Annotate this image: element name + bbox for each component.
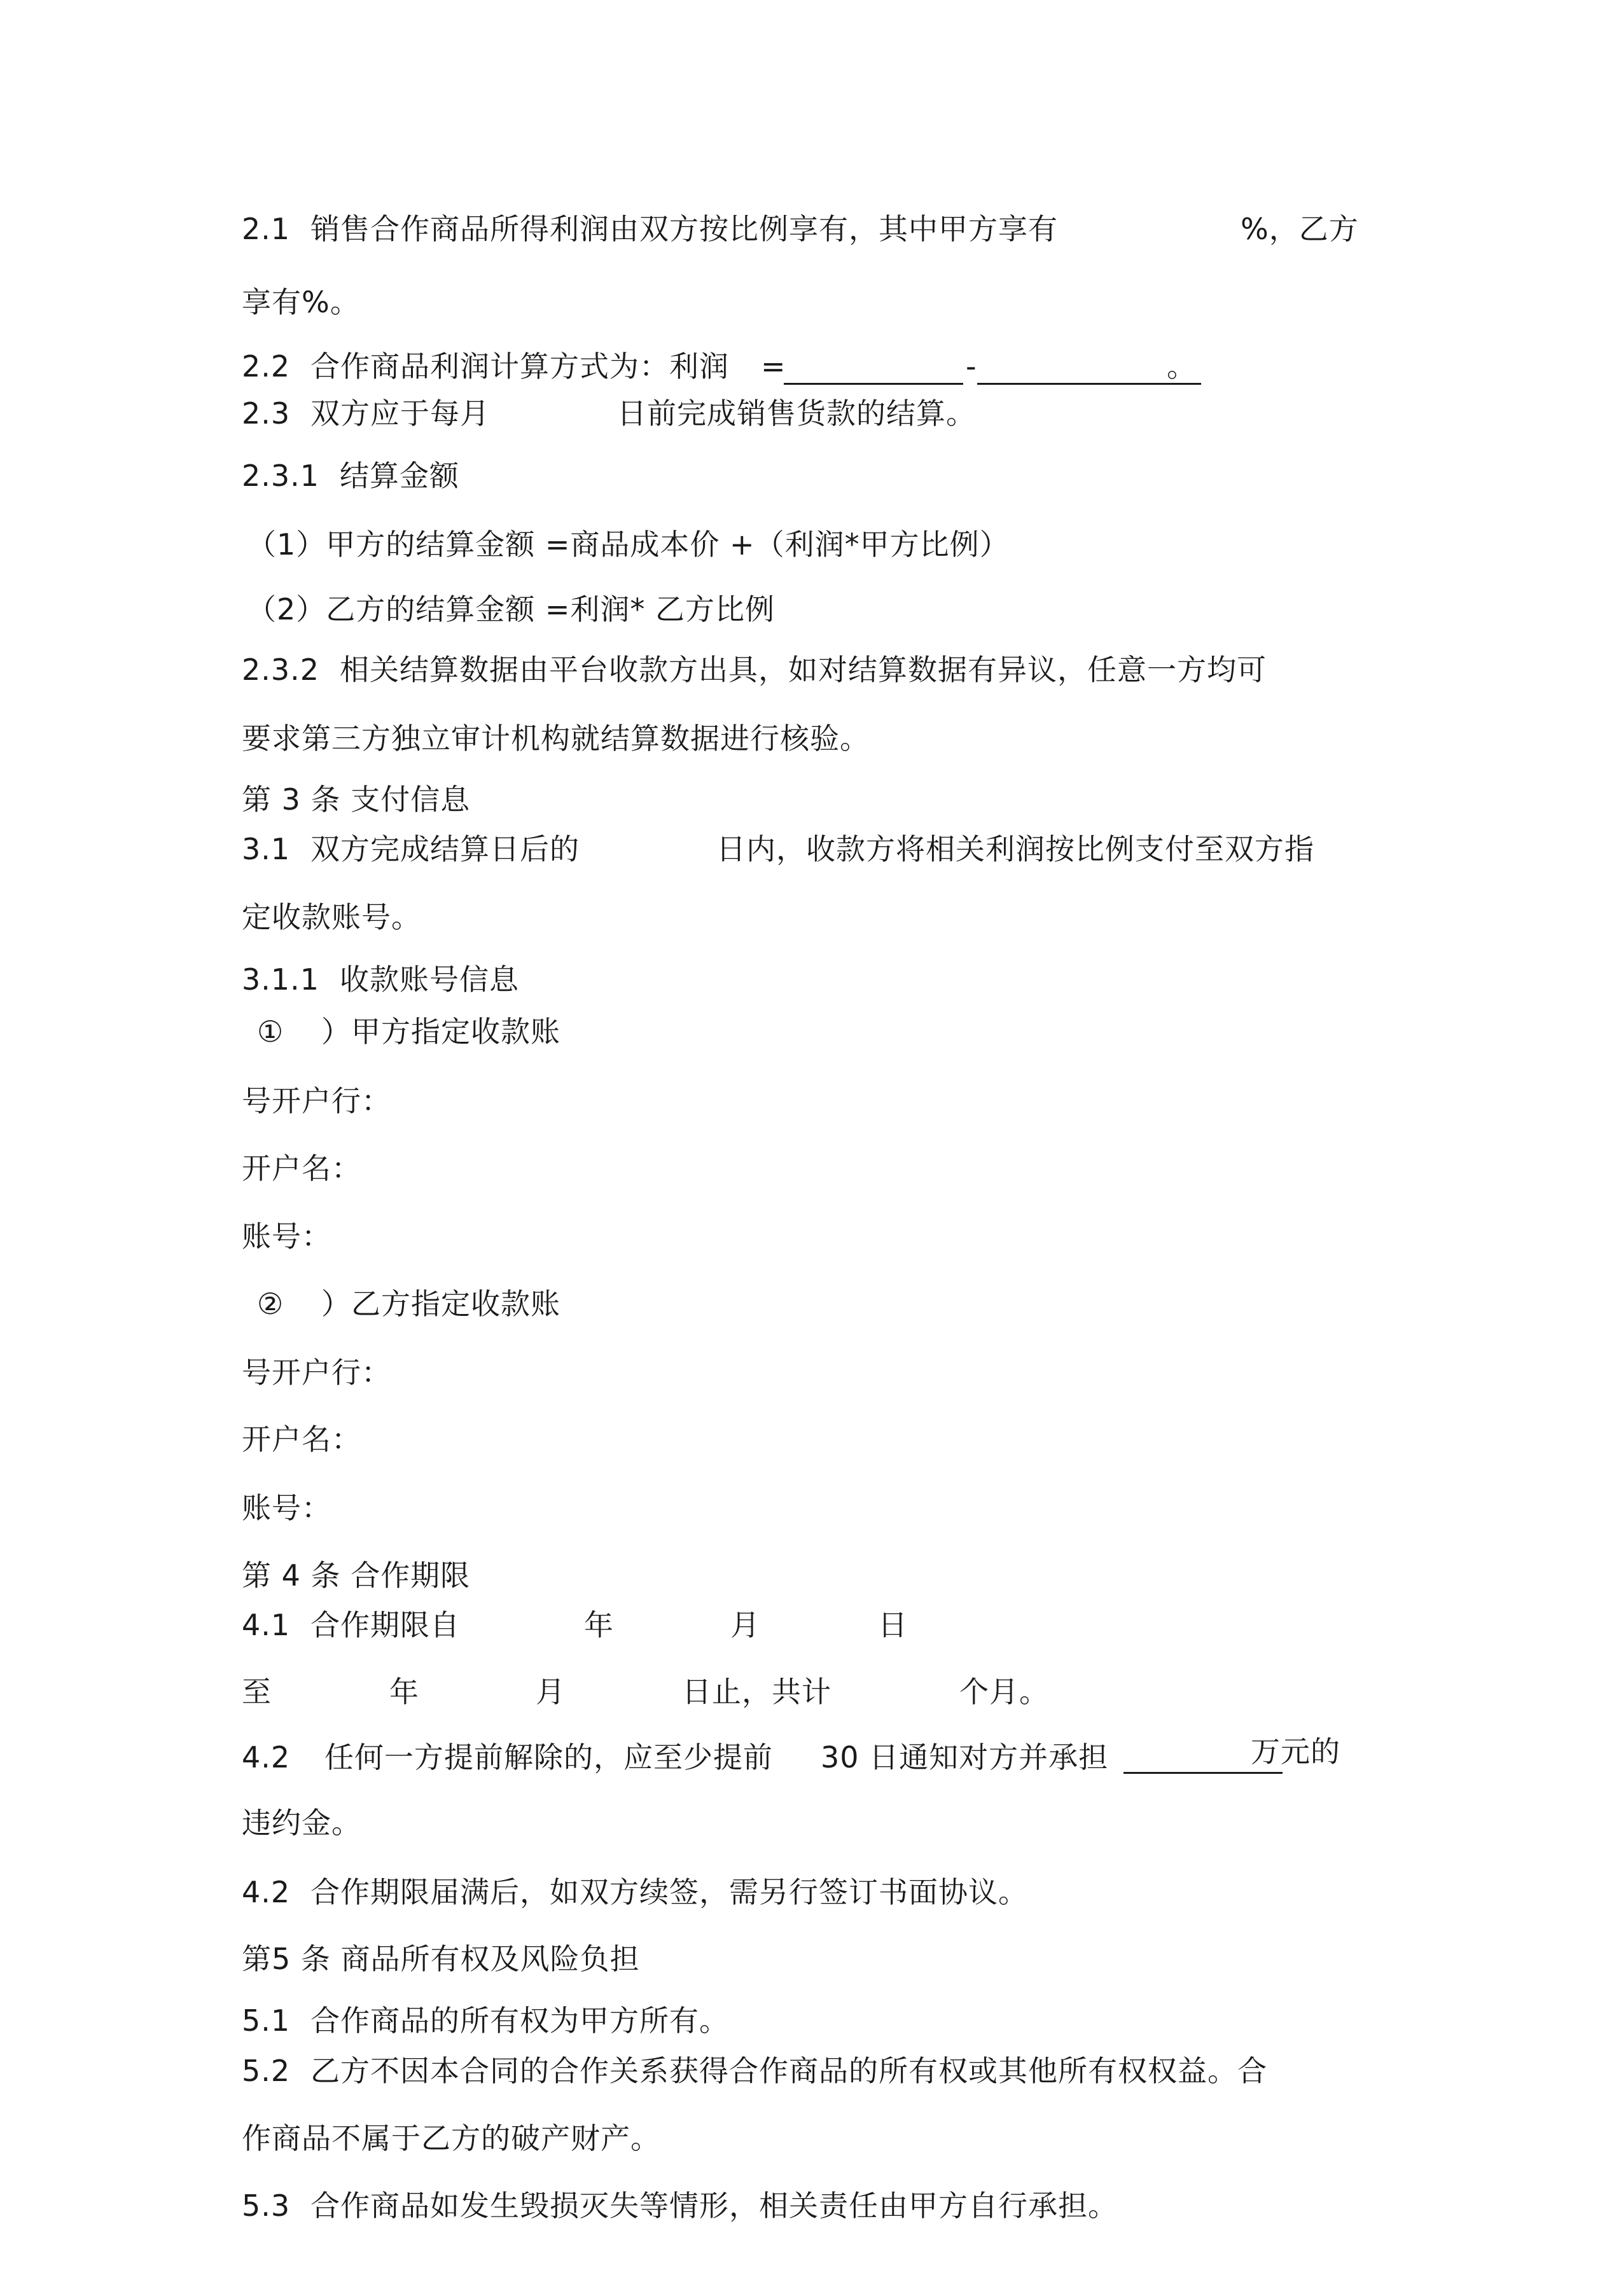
- field-label-bank: 号开户行：: [242, 1355, 391, 1390]
- clause-text: 要求第三方独立审计机构就结算数据进行核验。: [242, 721, 870, 756]
- clause-text: 任何一方提前解除的，应至少提前: [324, 1740, 773, 1774]
- list-marker: ②: [257, 1287, 284, 1321]
- clause-text: 万元的: [1251, 1734, 1340, 1769]
- article-heading: 第 4 条 合作期限: [242, 1558, 471, 1593]
- clause-text: 相关结算数据由平台收款方出具，如对结算数据有异议，任意一方均可: [340, 653, 1267, 687]
- date-unit-year: 年: [584, 1608, 614, 1642]
- clause-number: 2.3: [242, 396, 291, 431]
- subclause-title: 结算金额: [340, 459, 459, 493]
- clause-text: 30 日通知对方并承担: [821, 1740, 1109, 1774]
- list-marker: ①: [257, 1014, 284, 1049]
- clause-number: 5.2: [242, 2054, 291, 2088]
- date-unit-month: 月: [536, 1675, 566, 1709]
- field-label-bank: 号开户行：: [242, 1084, 391, 1118]
- clause-number: 2.1: [242, 212, 291, 246]
- clause-text: 作商品不属于乙方的破产财产。: [242, 2121, 660, 2155]
- clause-text: 乙方不因本合同的合作关系获得合作商品的所有权或其他所有权权益。合: [310, 2054, 1267, 2088]
- subclause-number: 2.3.2: [242, 653, 320, 687]
- clause-text: ）甲方指定收款账: [321, 1014, 560, 1049]
- article-heading: 第 3 条 支付信息: [242, 782, 471, 817]
- clause-text: 合作商品如发生毁损灭失等情形，相关责任由甲方自行承担。: [310, 2189, 1118, 2223]
- clause-text: （2）乙方的结算金额 =利润* 乙方比例: [247, 592, 776, 626]
- subclause-number: 2.3.1: [242, 459, 320, 493]
- field-label-account: 账号：: [242, 1491, 331, 1525]
- clause-text: （1）甲方的结算金额 =商品成本价 +（利润*甲方比例）: [247, 527, 1010, 562]
- clause-number: 4.2: [242, 1740, 291, 1774]
- clause-text: 违约金。: [242, 1806, 361, 1840]
- clause-number: 5.3: [242, 2189, 291, 2223]
- clause-number: 3.1: [242, 832, 291, 866]
- clause-text: 双方应于每月: [310, 396, 490, 431]
- date-unit-year: 年: [389, 1675, 419, 1709]
- clause-text: 合作商品的所有权为甲方所有。: [310, 2003, 729, 2038]
- clause-text: 享有%。: [242, 285, 360, 319]
- clause-text: 日内，收款方将相关利润按比例支付至双方指: [716, 832, 1314, 866]
- clause-text: 个月。: [959, 1675, 1049, 1709]
- field-label-name: 开户名：: [242, 1422, 361, 1456]
- blank-line: [1124, 1772, 1283, 1774]
- clause-text: 。: [1167, 349, 1197, 384]
- field-label-account: 账号：: [242, 1219, 331, 1254]
- clause-number: 2.2: [242, 349, 291, 384]
- subclause-title: 收款账号信息: [340, 962, 519, 997]
- clause-text: 双方完成结算日后的: [310, 832, 580, 866]
- clause-text: %，乙方: [1241, 212, 1359, 246]
- clause-number: 5.1: [242, 2003, 291, 2038]
- clause-text: ）乙方指定收款账: [321, 1287, 560, 1321]
- date-unit-day: 日: [878, 1608, 908, 1642]
- clause-text: 日止，共计: [682, 1675, 831, 1709]
- clause-number: 4.1: [242, 1608, 291, 1642]
- clause-text: 销售合作商品所得利润由双方按比例享有，其中甲方享有: [310, 212, 1058, 246]
- clause-text: 至: [242, 1675, 272, 1709]
- minus-sign: -: [966, 349, 977, 384]
- date-unit-month: 月: [730, 1608, 760, 1642]
- clause-text: 合作期限届满后，如双方续签，需另行签订书面协议。: [310, 1875, 1028, 1909]
- blank-line: [784, 383, 963, 385]
- subclause-number: 3.1.1: [242, 962, 320, 997]
- equals-sign: =: [761, 349, 786, 384]
- clause-text: 合作期限自: [310, 1608, 460, 1642]
- clause-text: 日前完成销售货款的结算。: [617, 396, 976, 431]
- field-label-name: 开户名：: [242, 1151, 361, 1186]
- article-heading: 第5 条 商品所有权及风险负担: [242, 1942, 640, 1976]
- clause-text: 合作商品利润计算方式为：利润: [310, 349, 729, 384]
- clause-text: 定收款账号。: [242, 900, 421, 934]
- clause-number: 4.2: [242, 1875, 291, 1909]
